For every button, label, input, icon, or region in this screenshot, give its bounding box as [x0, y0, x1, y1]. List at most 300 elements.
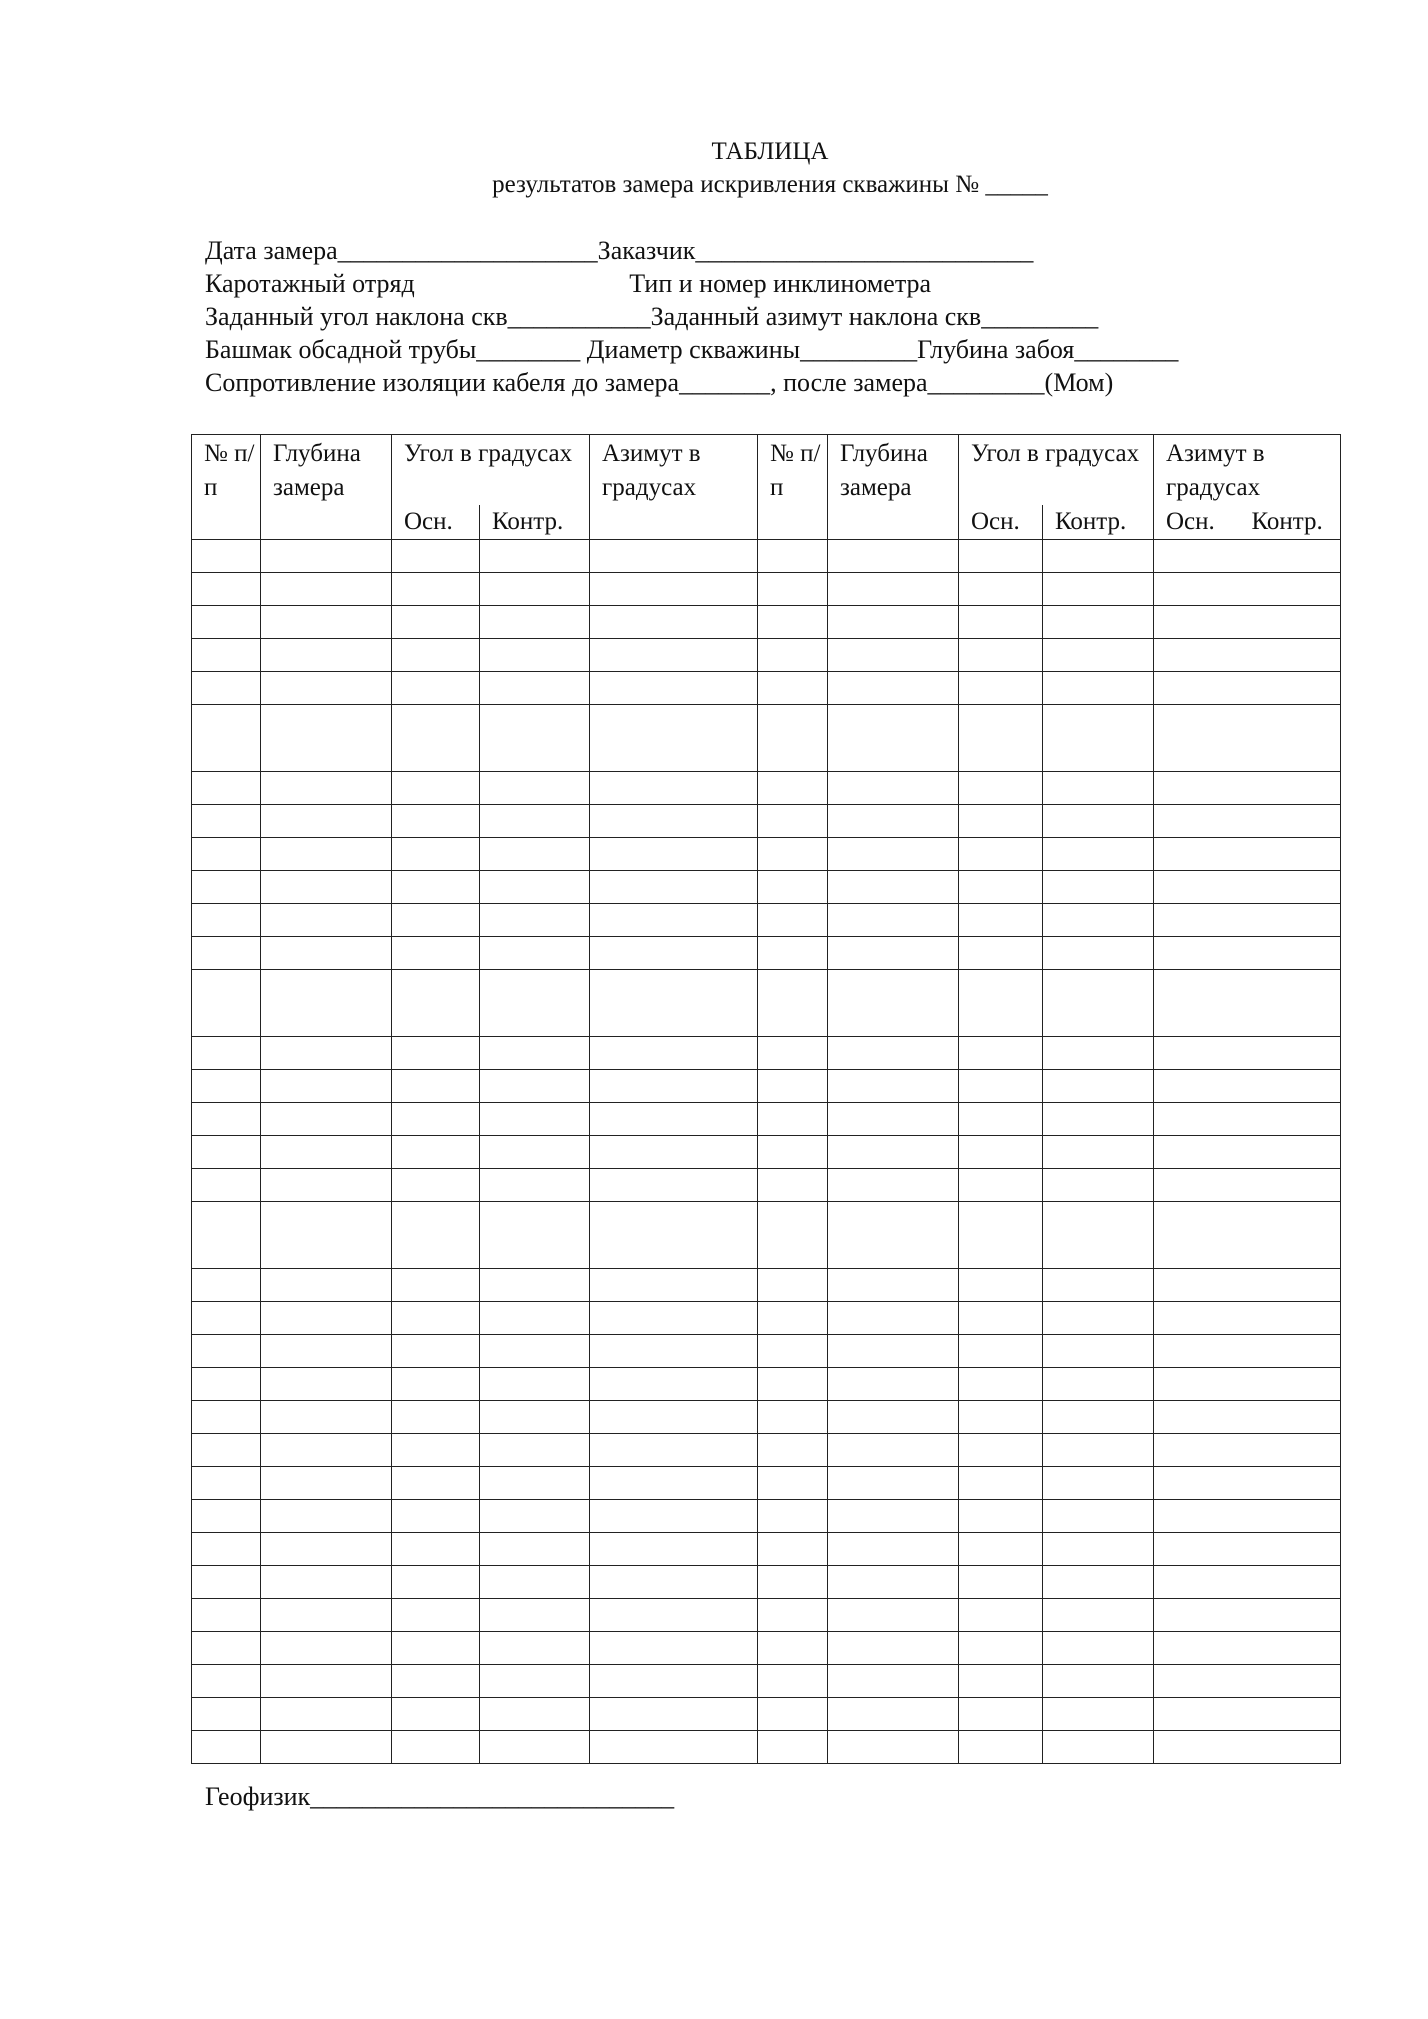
table-cell[interactable]	[959, 1302, 1043, 1335]
table-cell[interactable]	[758, 1665, 828, 1698]
table-cell[interactable]	[828, 772, 959, 805]
table-cell[interactable]	[828, 937, 959, 970]
table-cell[interactable]	[480, 1335, 590, 1368]
table-cell[interactable]	[959, 1566, 1043, 1599]
table-cell[interactable]	[480, 1070, 590, 1103]
table-cell[interactable]	[758, 1302, 828, 1335]
table-cell[interactable]	[828, 639, 959, 672]
table-cell[interactable]	[1154, 937, 1240, 970]
table-cell[interactable]	[1043, 1434, 1154, 1467]
table-cell[interactable]	[480, 1103, 590, 1136]
table-cell[interactable]	[1043, 1070, 1154, 1103]
table-cell[interactable]	[392, 937, 480, 970]
table-cell[interactable]	[1240, 1698, 1341, 1731]
table-cell[interactable]	[590, 1368, 758, 1401]
table-cell[interactable]	[192, 1037, 261, 1070]
table-cell[interactable]	[192, 871, 261, 904]
table-cell[interactable]	[758, 1500, 828, 1533]
table-cell[interactable]	[1043, 1731, 1154, 1764]
table-cell[interactable]	[758, 904, 828, 937]
table-cell[interactable]	[590, 1103, 758, 1136]
table-cell[interactable]	[392, 1368, 480, 1401]
table-cell[interactable]	[1043, 1401, 1154, 1434]
table-cell[interactable]	[261, 1136, 392, 1169]
table-cell[interactable]	[828, 904, 959, 937]
table-cell[interactable]	[261, 904, 392, 937]
table-cell[interactable]	[1240, 573, 1341, 606]
table-cell[interactable]	[1043, 1202, 1154, 1269]
table-cell[interactable]	[1154, 1368, 1240, 1401]
table-cell[interactable]	[1154, 1070, 1240, 1103]
table-cell[interactable]	[959, 540, 1043, 573]
table-cell[interactable]	[192, 904, 261, 937]
table-cell[interactable]	[828, 1500, 959, 1533]
table-cell[interactable]	[1043, 1632, 1154, 1665]
table-cell[interactable]	[1154, 904, 1240, 937]
table-cell[interactable]	[758, 1698, 828, 1731]
table-cell[interactable]	[480, 672, 590, 705]
table-cell[interactable]	[1240, 639, 1341, 672]
table-cell[interactable]	[590, 1302, 758, 1335]
table-cell[interactable]	[1240, 705, 1341, 772]
table-cell[interactable]	[192, 937, 261, 970]
table-cell[interactable]	[392, 1169, 480, 1202]
table-cell[interactable]	[1154, 805, 1240, 838]
table-cell[interactable]	[1240, 871, 1341, 904]
table-cell[interactable]	[1154, 1103, 1240, 1136]
table-cell[interactable]	[1043, 970, 1154, 1037]
table-cell[interactable]	[959, 772, 1043, 805]
table-cell[interactable]	[480, 1037, 590, 1070]
table-cell[interactable]	[261, 1401, 392, 1434]
table-cell[interactable]	[261, 639, 392, 672]
table-cell[interactable]	[1154, 540, 1240, 573]
table-cell[interactable]	[192, 573, 261, 606]
table-cell[interactable]	[192, 1269, 261, 1302]
table-cell[interactable]	[758, 937, 828, 970]
table-cell[interactable]	[1154, 970, 1240, 1037]
table-cell[interactable]	[828, 1269, 959, 1302]
table-cell[interactable]	[1154, 1202, 1240, 1269]
table-cell[interactable]	[1240, 1037, 1341, 1070]
table-cell[interactable]	[1154, 1731, 1240, 1764]
table-cell[interactable]	[828, 1302, 959, 1335]
table-cell[interactable]	[261, 1533, 392, 1566]
table-cell[interactable]	[1154, 1401, 1240, 1434]
table-cell[interactable]	[480, 1500, 590, 1533]
table-cell[interactable]	[192, 1401, 261, 1434]
table-cell[interactable]	[828, 1335, 959, 1368]
table-cell[interactable]	[1043, 772, 1154, 805]
table-cell[interactable]	[1240, 1070, 1341, 1103]
table-cell[interactable]	[1240, 805, 1341, 838]
table-cell[interactable]	[392, 606, 480, 639]
table-cell[interactable]	[1043, 573, 1154, 606]
table-cell[interactable]	[192, 1368, 261, 1401]
table-cell[interactable]	[1043, 1269, 1154, 1302]
table-cell[interactable]	[261, 1632, 392, 1665]
table-cell[interactable]	[1154, 1599, 1240, 1632]
table-cell[interactable]	[959, 937, 1043, 970]
table-cell[interactable]	[1154, 838, 1240, 871]
table-cell[interactable]	[959, 1698, 1043, 1731]
table-cell[interactable]	[192, 606, 261, 639]
table-cell[interactable]	[828, 672, 959, 705]
table-cell[interactable]	[590, 1566, 758, 1599]
table-cell[interactable]	[959, 1037, 1043, 1070]
table-cell[interactable]	[480, 1202, 590, 1269]
table-cell[interactable]	[261, 1566, 392, 1599]
table-cell[interactable]	[192, 1136, 261, 1169]
table-cell[interactable]	[959, 1070, 1043, 1103]
table-cell[interactable]	[192, 1599, 261, 1632]
table-cell[interactable]	[1240, 937, 1341, 970]
table-cell[interactable]	[1240, 1368, 1341, 1401]
table-cell[interactable]	[758, 871, 828, 904]
table-cell[interactable]	[1240, 672, 1341, 705]
table-cell[interactable]	[192, 1434, 261, 1467]
table-cell[interactable]	[758, 1401, 828, 1434]
table-cell[interactable]	[192, 540, 261, 573]
table-cell[interactable]	[1154, 772, 1240, 805]
table-cell[interactable]	[1043, 1169, 1154, 1202]
table-cell[interactable]	[261, 1467, 392, 1500]
table-cell[interactable]	[480, 1533, 590, 1566]
table-cell[interactable]	[1240, 1302, 1341, 1335]
table-cell[interactable]	[758, 1599, 828, 1632]
table-cell[interactable]	[480, 1269, 590, 1302]
table-cell[interactable]	[828, 1169, 959, 1202]
table-cell[interactable]	[392, 1202, 480, 1269]
table-cell[interactable]	[192, 705, 261, 772]
table-cell[interactable]	[828, 606, 959, 639]
table-cell[interactable]	[480, 838, 590, 871]
table-cell[interactable]	[959, 1632, 1043, 1665]
table-cell[interactable]	[480, 871, 590, 904]
table-cell[interactable]	[1240, 1632, 1341, 1665]
table-cell[interactable]	[261, 1434, 392, 1467]
table-cell[interactable]	[192, 1467, 261, 1500]
table-cell[interactable]	[480, 540, 590, 573]
table-cell[interactable]	[590, 970, 758, 1037]
table-cell[interactable]	[392, 639, 480, 672]
table-cell[interactable]	[261, 1269, 392, 1302]
table-cell[interactable]	[590, 871, 758, 904]
table-cell[interactable]	[1043, 1335, 1154, 1368]
table-cell[interactable]	[959, 1665, 1043, 1698]
table-cell[interactable]	[392, 1136, 480, 1169]
table-cell[interactable]	[392, 1269, 480, 1302]
table-cell[interactable]	[590, 1202, 758, 1269]
table-cell[interactable]	[590, 1136, 758, 1169]
table-cell[interactable]	[758, 573, 828, 606]
table-cell[interactable]	[1043, 1136, 1154, 1169]
table-cell[interactable]	[480, 904, 590, 937]
table-cell[interactable]	[1154, 1533, 1240, 1566]
table-cell[interactable]	[828, 1533, 959, 1566]
table-cell[interactable]	[758, 1169, 828, 1202]
table-cell[interactable]	[392, 1566, 480, 1599]
table-cell[interactable]	[1043, 1037, 1154, 1070]
table-cell[interactable]	[758, 1269, 828, 1302]
table-cell[interactable]	[261, 1368, 392, 1401]
table-cell[interactable]	[392, 1037, 480, 1070]
table-cell[interactable]	[959, 1368, 1043, 1401]
table-cell[interactable]	[480, 1302, 590, 1335]
table-cell[interactable]	[192, 1103, 261, 1136]
table-cell[interactable]	[828, 1103, 959, 1136]
table-cell[interactable]	[590, 1037, 758, 1070]
table-cell[interactable]	[590, 937, 758, 970]
table-cell[interactable]	[1043, 1698, 1154, 1731]
table-cell[interactable]	[1154, 1698, 1240, 1731]
table-cell[interactable]	[480, 970, 590, 1037]
table-cell[interactable]	[192, 805, 261, 838]
table-cell[interactable]	[480, 1368, 590, 1401]
table-cell[interactable]	[480, 606, 590, 639]
table-cell[interactable]	[828, 1566, 959, 1599]
table-cell[interactable]	[590, 1665, 758, 1698]
table-cell[interactable]	[192, 1202, 261, 1269]
table-cell[interactable]	[959, 1103, 1043, 1136]
table-cell[interactable]	[959, 1169, 1043, 1202]
table-cell[interactable]	[192, 838, 261, 871]
table-cell[interactable]	[1043, 1368, 1154, 1401]
table-cell[interactable]	[828, 1037, 959, 1070]
table-cell[interactable]	[261, 1103, 392, 1136]
table-cell[interactable]	[1154, 871, 1240, 904]
table-cell[interactable]	[1240, 1434, 1341, 1467]
table-cell[interactable]	[261, 1599, 392, 1632]
table-cell[interactable]	[959, 1202, 1043, 1269]
table-cell[interactable]	[828, 1136, 959, 1169]
table-cell[interactable]	[261, 1169, 392, 1202]
table-cell[interactable]	[758, 672, 828, 705]
table-cell[interactable]	[959, 1467, 1043, 1500]
table-cell[interactable]	[1043, 937, 1154, 970]
table-cell[interactable]	[1240, 1566, 1341, 1599]
table-cell[interactable]	[959, 1136, 1043, 1169]
table-cell[interactable]	[590, 606, 758, 639]
table-cell[interactable]	[590, 540, 758, 573]
table-cell[interactable]	[480, 937, 590, 970]
table-cell[interactable]	[758, 805, 828, 838]
table-cell[interactable]	[1154, 1302, 1240, 1335]
table-cell[interactable]	[1043, 1103, 1154, 1136]
table-cell[interactable]	[480, 1169, 590, 1202]
table-cell[interactable]	[758, 1202, 828, 1269]
table-cell[interactable]	[828, 838, 959, 871]
table-cell[interactable]	[392, 573, 480, 606]
table-cell[interactable]	[959, 1401, 1043, 1434]
table-cell[interactable]	[828, 1368, 959, 1401]
table-cell[interactable]	[1154, 606, 1240, 639]
table-cell[interactable]	[1043, 871, 1154, 904]
table-cell[interactable]	[261, 1698, 392, 1731]
table-cell[interactable]	[392, 1533, 480, 1566]
table-cell[interactable]	[758, 639, 828, 672]
table-cell[interactable]	[590, 1335, 758, 1368]
table-cell[interactable]	[1240, 1401, 1341, 1434]
table-cell[interactable]	[480, 705, 590, 772]
table-cell[interactable]	[1154, 1335, 1240, 1368]
table-cell[interactable]	[590, 1467, 758, 1500]
table-cell[interactable]	[261, 1070, 392, 1103]
table-cell[interactable]	[590, 1731, 758, 1764]
table-cell[interactable]	[1043, 1500, 1154, 1533]
table-cell[interactable]	[758, 1037, 828, 1070]
table-cell[interactable]	[828, 970, 959, 1037]
table-cell[interactable]	[1240, 1467, 1341, 1500]
table-cell[interactable]	[192, 1500, 261, 1533]
table-cell[interactable]	[480, 639, 590, 672]
table-cell[interactable]	[959, 573, 1043, 606]
table-cell[interactable]	[261, 838, 392, 871]
table-cell[interactable]	[261, 937, 392, 970]
table-cell[interactable]	[758, 1632, 828, 1665]
table-cell[interactable]	[959, 871, 1043, 904]
table-cell[interactable]	[590, 904, 758, 937]
table-cell[interactable]	[192, 1070, 261, 1103]
table-cell[interactable]	[590, 1401, 758, 1434]
table-cell[interactable]	[758, 1566, 828, 1599]
table-cell[interactable]	[590, 772, 758, 805]
table-cell[interactable]	[758, 1070, 828, 1103]
table-cell[interactable]	[1043, 1566, 1154, 1599]
table-cell[interactable]	[1154, 1566, 1240, 1599]
table-cell[interactable]	[828, 540, 959, 573]
table-cell[interactable]	[192, 1335, 261, 1368]
table-cell[interactable]	[1043, 1665, 1154, 1698]
table-cell[interactable]	[959, 970, 1043, 1037]
table-cell[interactable]	[828, 1698, 959, 1731]
table-cell[interactable]	[1043, 606, 1154, 639]
table-cell[interactable]	[1240, 1500, 1341, 1533]
table-cell[interactable]	[480, 772, 590, 805]
table-cell[interactable]	[1240, 1533, 1341, 1566]
table-cell[interactable]	[1240, 540, 1341, 573]
table-cell[interactable]	[392, 540, 480, 573]
table-cell[interactable]	[828, 1632, 959, 1665]
table-cell[interactable]	[480, 1599, 590, 1632]
table-cell[interactable]	[392, 970, 480, 1037]
table-cell[interactable]	[261, 805, 392, 838]
table-cell[interactable]	[261, 573, 392, 606]
table-cell[interactable]	[590, 705, 758, 772]
table-cell[interactable]	[590, 838, 758, 871]
table-cell[interactable]	[1240, 1136, 1341, 1169]
table-cell[interactable]	[392, 1467, 480, 1500]
table-cell[interactable]	[480, 1401, 590, 1434]
table-cell[interactable]	[1240, 1731, 1341, 1764]
table-cell[interactable]	[828, 1467, 959, 1500]
table-cell[interactable]	[590, 1434, 758, 1467]
table-cell[interactable]	[828, 1665, 959, 1698]
table-cell[interactable]	[758, 1103, 828, 1136]
table-cell[interactable]	[758, 970, 828, 1037]
table-cell[interactable]	[392, 672, 480, 705]
table-cell[interactable]	[828, 1202, 959, 1269]
table-cell[interactable]	[1154, 1632, 1240, 1665]
table-cell[interactable]	[261, 540, 392, 573]
table-cell[interactable]	[192, 1169, 261, 1202]
table-cell[interactable]	[1240, 606, 1341, 639]
table-cell[interactable]	[261, 606, 392, 639]
table-cell[interactable]	[261, 1037, 392, 1070]
table-cell[interactable]	[261, 672, 392, 705]
table-cell[interactable]	[959, 1434, 1043, 1467]
table-cell[interactable]	[1043, 672, 1154, 705]
table-cell[interactable]	[1043, 838, 1154, 871]
table-cell[interactable]	[758, 1368, 828, 1401]
table-cell[interactable]	[959, 1500, 1043, 1533]
table-cell[interactable]	[480, 805, 590, 838]
table-cell[interactable]	[1043, 705, 1154, 772]
table-cell[interactable]	[392, 1302, 480, 1335]
table-cell[interactable]	[828, 1401, 959, 1434]
table-cell[interactable]	[590, 1269, 758, 1302]
table-cell[interactable]	[392, 1632, 480, 1665]
table-cell[interactable]	[480, 1467, 590, 1500]
table-cell[interactable]	[828, 1599, 959, 1632]
table-cell[interactable]	[1154, 1665, 1240, 1698]
table-cell[interactable]	[1154, 1169, 1240, 1202]
table-cell[interactable]	[828, 871, 959, 904]
table-cell[interactable]	[392, 838, 480, 871]
table-cell[interactable]	[1154, 1467, 1240, 1500]
table-cell[interactable]	[590, 1698, 758, 1731]
table-cell[interactable]	[192, 639, 261, 672]
table-cell[interactable]	[758, 1434, 828, 1467]
table-cell[interactable]	[192, 1731, 261, 1764]
table-cell[interactable]	[1240, 1103, 1341, 1136]
table-cell[interactable]	[261, 1500, 392, 1533]
table-cell[interactable]	[959, 1335, 1043, 1368]
table-cell[interactable]	[1154, 1136, 1240, 1169]
table-cell[interactable]	[590, 1500, 758, 1533]
table-cell[interactable]	[392, 1599, 480, 1632]
table-cell[interactable]	[1240, 970, 1341, 1037]
table-cell[interactable]	[590, 672, 758, 705]
table-cell[interactable]	[192, 1302, 261, 1335]
table-cell[interactable]	[959, 805, 1043, 838]
table-cell[interactable]	[1154, 1500, 1240, 1533]
table-cell[interactable]	[1240, 772, 1341, 805]
table-cell[interactable]	[392, 1500, 480, 1533]
table-cell[interactable]	[828, 1434, 959, 1467]
table-cell[interactable]	[1154, 573, 1240, 606]
table-cell[interactable]	[1154, 705, 1240, 772]
table-cell[interactable]	[1240, 1599, 1341, 1632]
table-cell[interactable]	[959, 1533, 1043, 1566]
table-cell[interactable]	[758, 705, 828, 772]
table-cell[interactable]	[261, 970, 392, 1037]
table-cell[interactable]	[192, 1533, 261, 1566]
table-cell[interactable]	[758, 1335, 828, 1368]
table-cell[interactable]	[758, 1533, 828, 1566]
table-cell[interactable]	[590, 1599, 758, 1632]
table-cell[interactable]	[392, 805, 480, 838]
table-cell[interactable]	[480, 1136, 590, 1169]
table-cell[interactable]	[758, 606, 828, 639]
table-cell[interactable]	[261, 1335, 392, 1368]
table-cell[interactable]	[959, 639, 1043, 672]
table-cell[interactable]	[480, 1665, 590, 1698]
table-cell[interactable]	[828, 573, 959, 606]
table-cell[interactable]	[590, 573, 758, 606]
table-cell[interactable]	[1240, 838, 1341, 871]
table-cell[interactable]	[1240, 904, 1341, 937]
